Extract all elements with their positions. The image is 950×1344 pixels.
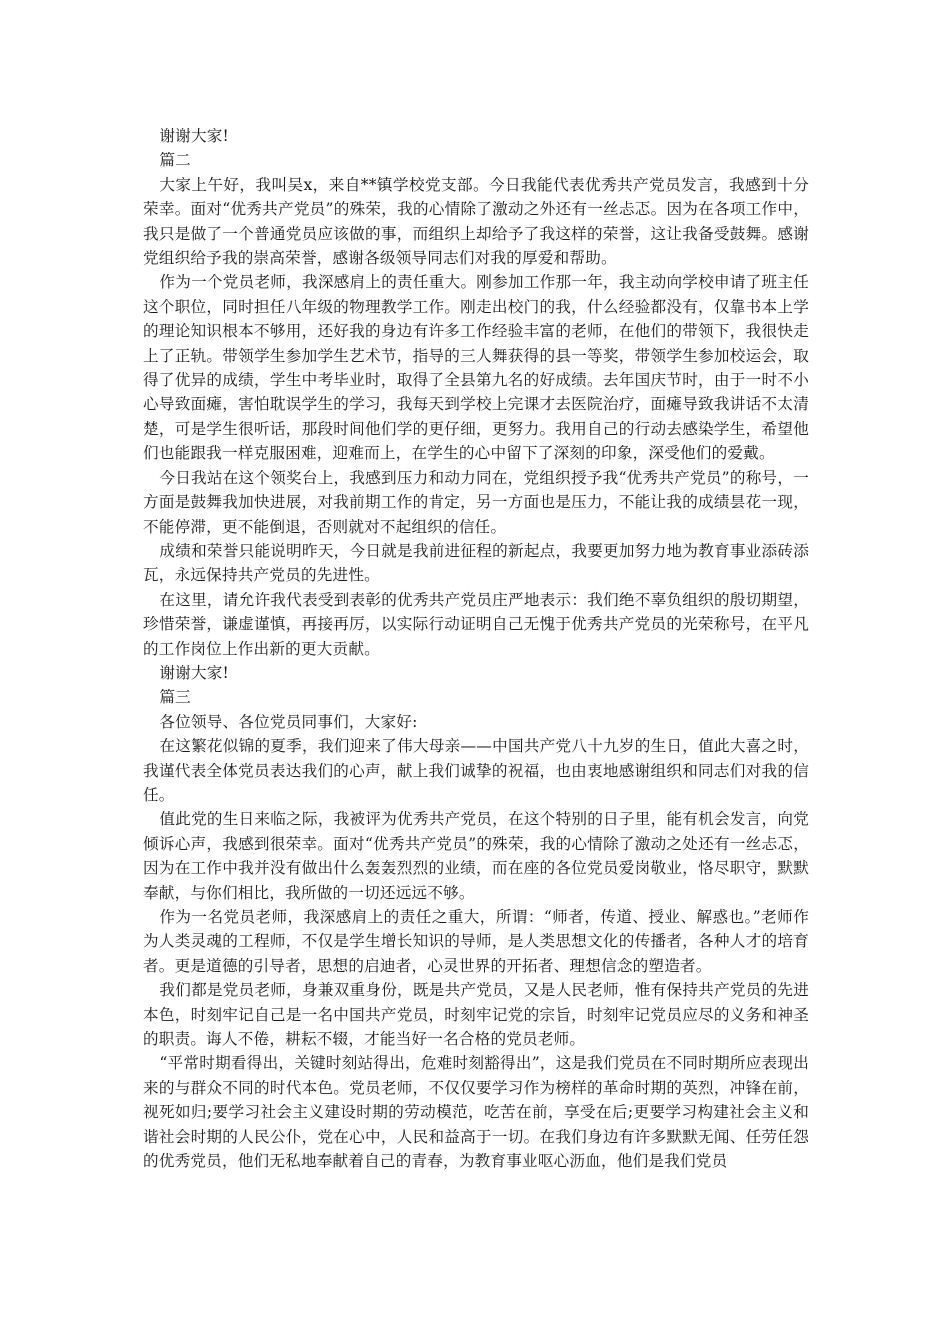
paragraph: 大家上午好，我叫吴x，来自**镇学校党支部。今日我能代表优秀共产党员发言，我感到十分荣幸。面对“优秀共产党员”的殊荣，我的心情除了激动之外还有一丝忐忑。因为在各项工作中，我只是做了一个普通党员应该做的事，而组织上却给予了我这样的荣誉，这让我备受鼓舞。感谢党组织给予我的崇高荣誉，感谢各级领导同志们对我的厚爱和帮助。 [143, 175, 809, 268]
paragraph: 值此党的生日来临之际，我被评为优秀共产党员，在这个特别的日子里，能有机会发言，向党倾诉心声，我感到很荣幸。面对“优秀共产党员”的殊荣，我的心情除了激动之处还有一丝忐忑，因为在工作中我并没有做出什么轰轰烈烈的业绩，而在座的各位党员爱岗敬业，恪尽职守，默默奉献，与你们相比，我所做的一切还远远不够。 [143, 810, 809, 902]
paragraph: 我们都是党员老师，身兼双重身份，既是共产党员，又是人民老师，惟有保持共产党员的先进本色，时刻牢记自己是一名中国共产党员，时刻牢记党的宗旨，时刻牢记党员应尽的义务和神圣的职责。诲人不倦，耕耘不辍，才能当好一名合格的党员老师。 [143, 981, 809, 1049]
paragraph: 作为一名党员老师，我深感肩上的责任之重大，所谓：“师者，传道、授业、解惑也。”老师作为人类灵魂的工程师，不仅是学生增长知识的导师，是人类思想文化的传播者，各种人才的培育者。更是道德的引导者，思想的启迪者，心灵世界的开拓者、理想信念的塑造者。 [143, 908, 809, 975]
greeting: 各位领导、各位党员同事们，大家好: [159, 712, 418, 731]
section-heading-3: 篇三 [159, 688, 191, 707]
paragraph: 成绩和荣誉只能说明昨天，今日就是我前进征程的新起点，我要更加努力地为教育事业添砖添瓦，永远保持共产党员的先进性。 [143, 541, 809, 585]
document-body [143, 124, 809, 1173]
closing-thanks: 谢谢大家! [159, 663, 230, 682]
paragraph: 今日我站在这个领奖台上，我感到压力和动力同在，党组织授予我“优秀共产党员”的称号，一方面是鼓舞我加快进展，对我前期工作的肯定，另一方面也是压力，不能让我的成绩昙花一现，不能停滞，更不能倒退，否则就对不起组织的信任。 [143, 468, 809, 536]
paragraph: 在这里，请允许我代表受到表彰的优秀共产党员庄严地表示：我们绝不辜负组织的殷切期望，珍惜荣誉，谦虚谨慎，再接再厉，以实际行动证明自己无愧于优秀共产党员的光荣称号，在平凡的工作岗位上作出新的更大贡献。 [143, 590, 809, 658]
paragraph: 作为一个党员老师，我深感肩上的责任重大。刚参加工作那一年，我主动向学校申请了班主任这个职位，同时担任八年级的物理教学工作。刚走出校门的我，什么经验都没有，仅靠书本上学的理论知识根本不够用，还好我的身边有许多工作经验丰富的老师，在他们的带领下，我很快走上了正轨。带领学生参加学生艺术节，指导的三人舞获得的县一等奖，带领学生参加校运会，取得了优异的成绩，学生中考毕业时，取得了全县第九名的好成绩。去年国庆节时，由于一时不小心导致面瘫，害怕耽误学生的学习，我每天到学校上完课才去医院治疗，面瘫导致我讲话不太清楚，可是学生很听话，那段时间他们学的更仔细，更努力。我用自己的行动去感染学生，希望他们也能跟我一样克服困难，迎难而上，在学生的心中留下了深刻的印象，深受他们的爱戴。 [143, 273, 809, 463]
closing-thanks: 谢谢大家! [159, 127, 230, 145]
section-heading-2: 篇二 [159, 151, 191, 170]
paragraph: 在这繁花似锦的夏季，我们迎来了伟大母亲——中国共产党八十九岁的生日，值此大喜之时，我谨代表全体党员表达我们的心声，献上我们诚挚的祝福，也由衷地感谢组织和同志们对我的信任。 [143, 737, 809, 804]
paragraph: “平常时期看得出，关键时刻站得出，危难时刻豁得出”，这是我们党员在不同时期所应表现出来的与群众不同的时代本色。党员老师，不仅仅要学习作为榜样的革命时期的英烈，冲锋在前，视死如归;要学习社会主义建设时期的劳动模范，吃苦在前，享受在后;更要学习构建社会主义和谐社会时期的人民公仆，党在心中，人民和益高于一切。在我们身边有许多默默无闻、任劳任怨的优秀党员，他们无私地奉献着自己的青春，为教育事业呕心沥血，他们是我们党员 [143, 1054, 809, 1171]
